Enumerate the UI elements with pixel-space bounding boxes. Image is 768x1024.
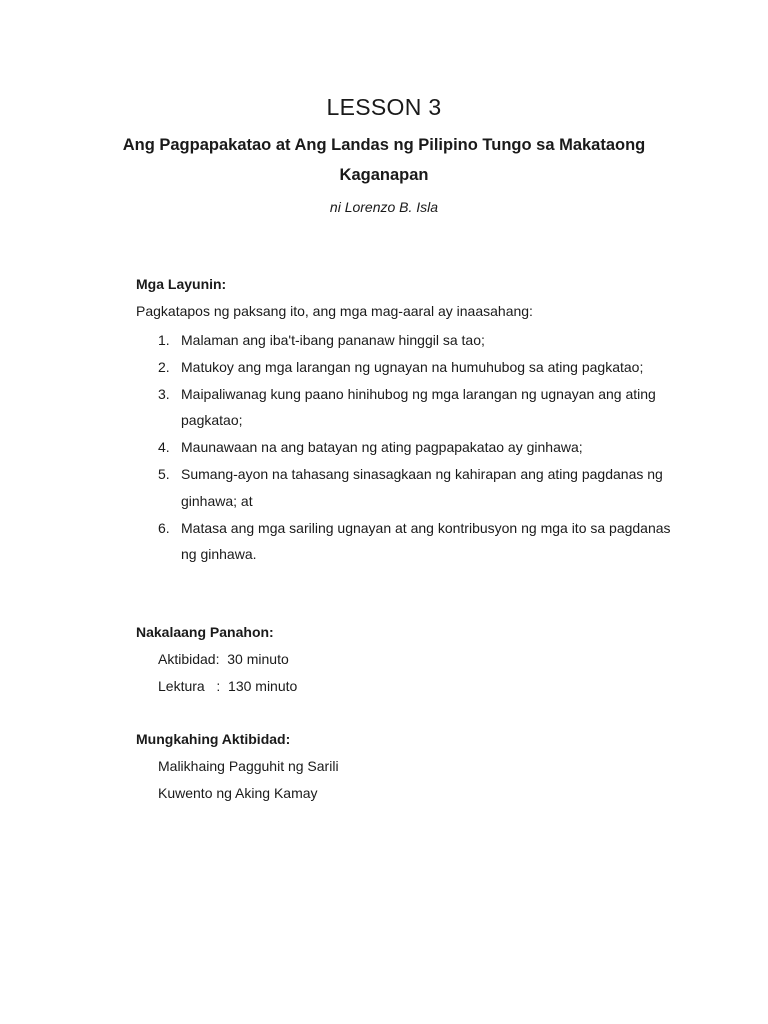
suggested-activity-1: Malikhaing Pagguhit ng Sarili: [158, 758, 339, 774]
author-byline: ni Lorenzo B. Isla: [329, 199, 439, 215]
objective-item: [136, 381, 676, 435]
mungkahi-heading: Mungkahing Aktibidad:: [136, 731, 291, 747]
objective-number: 6.: [158, 519, 170, 536]
aktibidad-time: Aktibidad: 30 minuto: [158, 651, 289, 667]
main-title: Ang Pagpapakatao at Ang Landas ng Pilipino Tungo sa Makataong Kaganapan: [122, 136, 646, 184]
objective-item: [136, 515, 676, 569]
layunin-heading: Mga Layunin:: [136, 276, 227, 292]
objective-number: 4.: [158, 439, 170, 456]
layunin-intro: Pagkatapos ng paksang ito, ang mga mag-aaral ay inaasahang:: [136, 303, 533, 319]
objective-item: [136, 327, 676, 354]
objective-item: [136, 354, 676, 381]
objective-number: 3.: [158, 385, 170, 402]
objective-number: 1.: [158, 332, 170, 348]
panahon-heading: Nakalaang Panahon:: [136, 624, 274, 640]
objective-item: [136, 434, 676, 461]
objectives-list: [136, 327, 676, 568]
objective-text: Maunawaan na ang batayan ng ating pagpapakatao ay ginhawa;: [181, 439, 583, 456]
objective-text: Maipaliwanag kung paano hinihubog ng mga larangan ng ugnayan ang ating pagkatao;: [181, 385, 656, 429]
objective-text: Matukoy ang mga larangan ng ugnayan na humuhubog sa ating pagkatao;: [181, 358, 644, 375]
lesson-title: LESSON 3: [326, 94, 442, 120]
objective-item: [136, 461, 676, 515]
lektura-time: Lektura : 130 minuto: [158, 678, 298, 694]
suggested-activity-2: Kuwento ng Aking Kamay: [158, 785, 318, 801]
objective-number: 5.: [158, 465, 170, 482]
objective-text: Sumang-ayon na tahasang sinasagkaan ng kahirapan ang ating pagdanas ng ginhawa; at: [181, 465, 663, 509]
objective-number: 2.: [158, 358, 170, 375]
objective-text: Matasa ang mga sariling ugnayan at ang kontribusyon ng mga ito sa pagdanas ng ginhawa.: [181, 519, 671, 563]
objective-text: Malaman ang iba't-ibang pananaw hinggil sa tao;: [181, 332, 485, 348]
